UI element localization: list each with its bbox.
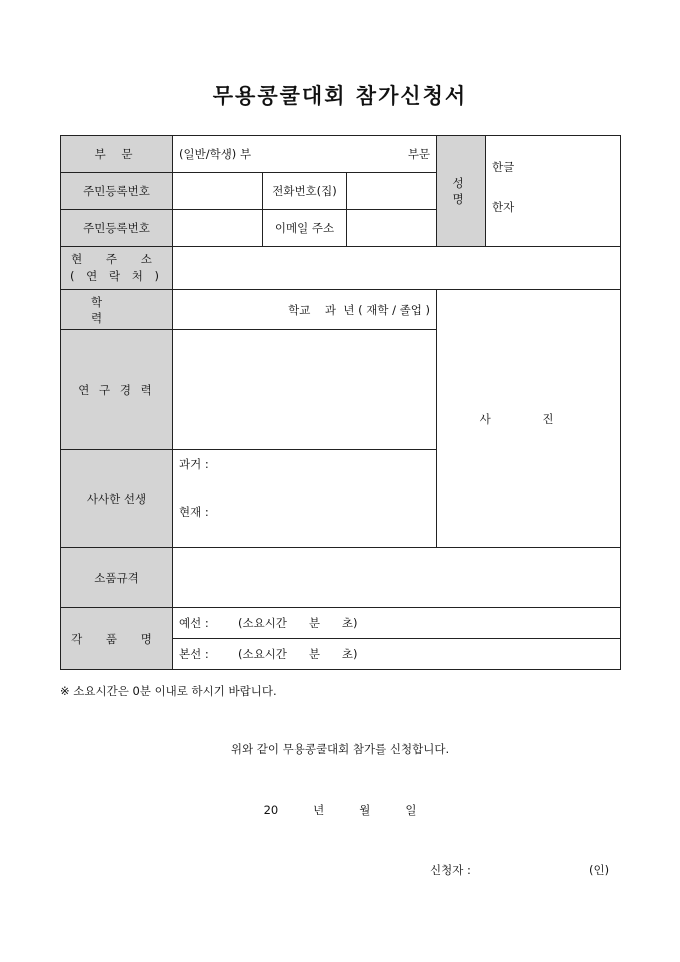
resident-no-field[interactable] — [173, 173, 263, 210]
name-label: 성 명 — [437, 136, 486, 247]
duration-note: ※ 소요시간은 0분 이내로 하시기 바랍니다. — [60, 684, 277, 698]
name-field[interactable] — [486, 136, 621, 247]
address-label-line2: ( 연 락 처 ) — [70, 269, 163, 283]
piece-label: 각 품 명 — [61, 608, 173, 670]
division-suffix: 부문 — [407, 147, 431, 161]
resident-no-field-2[interactable] — [173, 210, 263, 247]
research-label: 연 구 경 력 — [61, 330, 173, 450]
name-hanja-label: 한자 — [492, 200, 515, 214]
resident-no-label-2: 주민등록번호 — [61, 210, 173, 247]
page-title: 무용콩쿨대회 참가신청서 — [212, 83, 468, 108]
phone-label: 전화번호(집) — [263, 173, 347, 210]
resident-no-label: 주민등록번호 — [61, 173, 173, 210]
declaration-text: 위와 같이 무용콩쿨대회 참가를 신청합니다. — [230, 742, 450, 756]
address-field[interactable] — [173, 247, 621, 290]
teacher-field[interactable] — [173, 450, 437, 548]
education-field[interactable]: 학교 과 년 ( 재학 / 졸업 ) — [173, 290, 437, 330]
prelim-field[interactable]: 예선 : (소요시간 분 초) — [173, 608, 621, 639]
division-label: 부 문 — [61, 136, 173, 173]
final-field[interactable]: 본선 : (소요시간 분 초) — [173, 639, 621, 670]
teacher-present-label: 현재 : — [179, 505, 209, 519]
email-label: 이메일 주소 — [263, 210, 347, 247]
photo-box[interactable]: 사 진 — [437, 290, 621, 548]
teacher-label: 사사한 선생 — [61, 450, 173, 548]
division-field[interactable] — [173, 136, 437, 173]
applicant-label: 신청자 : — [430, 863, 471, 877]
research-field[interactable] — [173, 330, 437, 450]
date-line: 20 년 월 일 — [263, 803, 417, 817]
education-label: 학 력 — [61, 290, 173, 330]
application-form-table — [60, 135, 621, 670]
phone-field[interactable] — [347, 173, 437, 210]
email-field[interactable] — [347, 210, 437, 247]
teacher-past-label: 과거 : — [179, 457, 209, 471]
address-label — [61, 247, 173, 290]
seal-mark: (인) — [589, 863, 610, 877]
name-hangul-label: 한글 — [492, 160, 515, 174]
address-label-line1: 현 주 소 — [71, 252, 162, 266]
props-label: 소품규격 — [61, 548, 173, 608]
props-field[interactable] — [173, 548, 621, 608]
division-value: (일반/학생) 부 — [179, 147, 252, 161]
